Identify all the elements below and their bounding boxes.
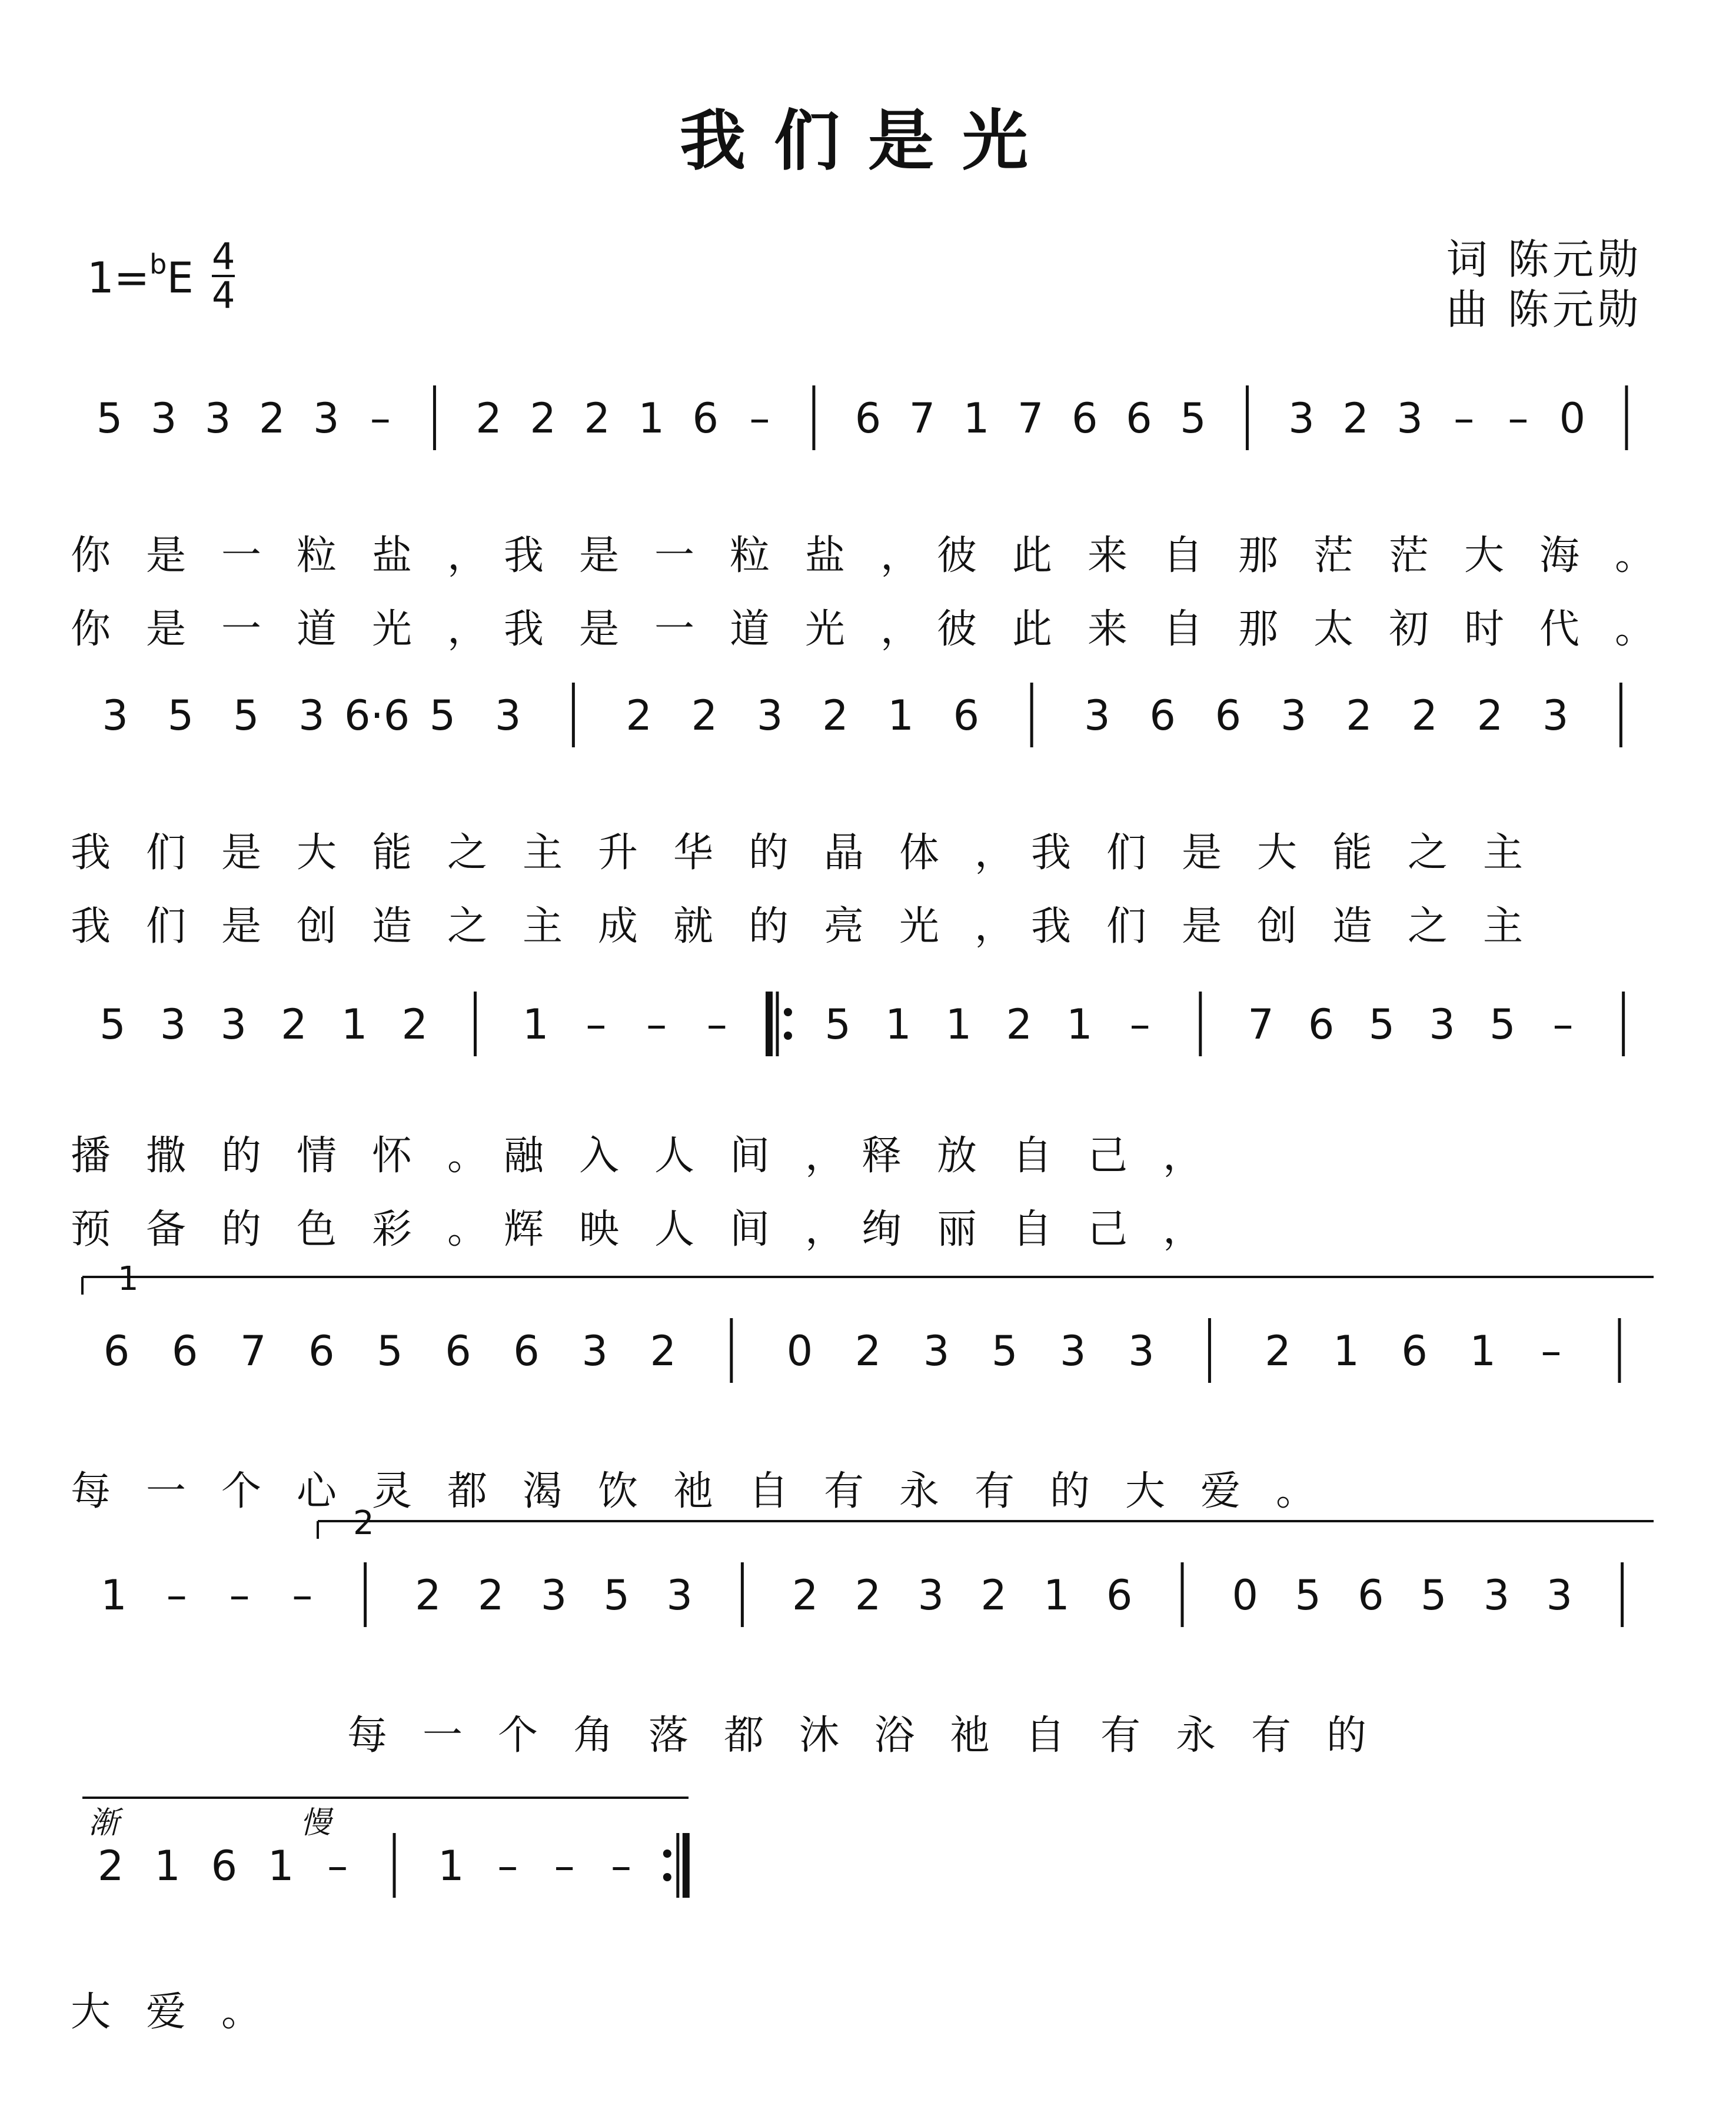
- volta-number: 1: [118, 1260, 139, 1298]
- note: 7: [240, 1327, 267, 1375]
- note: 2: [281, 1000, 307, 1049]
- note: 1: [267, 1842, 294, 1890]
- note: 5: [1420, 1571, 1447, 1619]
- note: 1: [638, 394, 664, 443]
- note: 2: [477, 1571, 504, 1619]
- note: 6: [1072, 394, 1098, 443]
- note: 6: [513, 1327, 540, 1375]
- note: 3: [1128, 1327, 1155, 1375]
- note: 5: [991, 1327, 1018, 1375]
- note: 0: [786, 1327, 813, 1375]
- note: 1: [1469, 1327, 1496, 1375]
- note: 2: [530, 394, 556, 443]
- note: 1: [438, 1842, 464, 1890]
- note: 3: [666, 1571, 693, 1619]
- note: –: [646, 1000, 667, 1049]
- note: 2: [401, 1000, 428, 1049]
- note: 5: [377, 1327, 403, 1375]
- note: 5: [603, 1571, 630, 1619]
- note: 7: [1248, 1000, 1274, 1049]
- note: 3: [1059, 1327, 1086, 1375]
- note: 3: [102, 691, 128, 740]
- composer-credit: 曲 陈元勋: [1446, 285, 1642, 334]
- note: –: [1508, 394, 1529, 443]
- note: 2: [1265, 1327, 1291, 1375]
- note: 6: [308, 1327, 335, 1375]
- note: 2: [854, 1571, 882, 1619]
- note: 3: [1483, 1571, 1510, 1619]
- note: 6·6: [344, 691, 410, 740]
- note: 3: [1084, 691, 1110, 740]
- note: 2: [626, 691, 652, 740]
- note: 1: [522, 1000, 549, 1049]
- volta-number: 2: [353, 1504, 374, 1542]
- note: 6: [445, 1327, 471, 1375]
- note: 1: [154, 1842, 181, 1890]
- note: –: [229, 1571, 250, 1619]
- note: –: [497, 1842, 518, 1890]
- note: 6: [1126, 394, 1152, 443]
- note: 3: [756, 691, 783, 740]
- note: 3: [204, 394, 231, 443]
- note: 1: [101, 1571, 127, 1619]
- note: 2: [1411, 691, 1438, 740]
- note: 2: [1346, 691, 1372, 740]
- note: 2: [475, 394, 502, 443]
- tempo-mark: 慢: [300, 1805, 331, 1841]
- repeat-dot: [784, 1032, 792, 1040]
- note: 3: [494, 691, 521, 740]
- note: 2: [584, 394, 610, 443]
- note: 1: [887, 691, 914, 740]
- note: –: [749, 394, 770, 443]
- note: 1: [1066, 1000, 1093, 1049]
- note: 3: [1280, 691, 1307, 740]
- note: 3: [159, 1000, 187, 1049]
- note: 6: [854, 394, 882, 443]
- note: 5: [429, 691, 456, 740]
- note: –: [370, 394, 391, 443]
- note: 6: [1215, 691, 1242, 740]
- note: 6: [171, 1327, 198, 1375]
- note: –: [327, 1842, 348, 1890]
- note: 2: [258, 394, 285, 443]
- note: 5: [1489, 1000, 1516, 1049]
- note: 6: [103, 1327, 130, 1375]
- note: 0: [1559, 394, 1586, 443]
- note: 2: [854, 1327, 882, 1375]
- note: 7: [1017, 394, 1044, 443]
- note: 3: [220, 1000, 247, 1049]
- repeat-dot: [663, 1849, 671, 1858]
- lyricist-credit: 词 陈元勋: [1446, 235, 1642, 284]
- note: 2: [1476, 691, 1504, 740]
- note: 5: [1295, 1571, 1321, 1619]
- note: –: [706, 1000, 727, 1049]
- note: 2: [97, 1842, 124, 1890]
- note: 3: [1542, 691, 1569, 740]
- note: –: [166, 1571, 187, 1619]
- note: 6: [1106, 1571, 1133, 1619]
- note: 2: [791, 1571, 819, 1619]
- note: 6: [953, 691, 980, 740]
- note: 6: [1308, 1000, 1335, 1049]
- note: –: [554, 1842, 575, 1890]
- note: 5: [167, 691, 194, 740]
- note: 3: [313, 394, 340, 443]
- note: 2: [1006, 1000, 1033, 1049]
- note: 3: [1429, 1000, 1455, 1049]
- note: 1: [1043, 1571, 1070, 1619]
- key-signature: 1=$^b$E: [87, 248, 194, 302]
- note: 6: [1401, 1327, 1428, 1375]
- repeat-dot: [663, 1873, 671, 1881]
- note: 1: [885, 1000, 912, 1049]
- note: –: [586, 1000, 607, 1049]
- note: 1: [341, 1000, 368, 1049]
- note: 2: [1342, 394, 1369, 443]
- note: 7: [909, 394, 936, 443]
- note: –: [1552, 1000, 1574, 1049]
- note: –: [610, 1842, 631, 1890]
- note: 5: [232, 691, 260, 740]
- note: 5: [824, 1000, 851, 1049]
- note: 5: [96, 394, 123, 443]
- note: 3: [923, 1327, 950, 1375]
- note: 3: [298, 691, 325, 740]
- note: –: [1129, 1000, 1150, 1049]
- note: 6: [1149, 691, 1176, 740]
- time-signature: 4 4: [212, 235, 235, 317]
- note: –: [1541, 1327, 1562, 1375]
- note: 2: [822, 691, 849, 740]
- note: 3: [540, 1571, 567, 1619]
- note: 2: [691, 691, 718, 740]
- note: 3: [1546, 1571, 1573, 1619]
- note: 3: [917, 1571, 945, 1619]
- note: 2: [650, 1327, 677, 1375]
- tempo-mark: 渐: [88, 1805, 119, 1841]
- note: 6: [1358, 1571, 1384, 1619]
- note: 5: [1368, 1000, 1395, 1049]
- repeat-dot: [784, 1008, 792, 1016]
- note: 3: [150, 394, 177, 443]
- page-title: 我们是光: [680, 102, 1056, 179]
- note: –: [292, 1571, 313, 1619]
- note: 2: [980, 1571, 1007, 1619]
- note: 3: [581, 1327, 608, 1375]
- note: –: [1454, 394, 1475, 443]
- note: 0: [1232, 1571, 1259, 1619]
- note: 2: [415, 1571, 441, 1619]
- note: 6: [692, 394, 719, 443]
- note: 1: [963, 394, 990, 443]
- note: 6: [211, 1842, 238, 1890]
- note: 5: [1180, 394, 1206, 443]
- note: 1: [945, 1000, 972, 1049]
- note: 3: [1288, 394, 1315, 443]
- note: 1: [1333, 1327, 1359, 1375]
- note: 5: [99, 1000, 126, 1049]
- note: 3: [1396, 394, 1423, 443]
